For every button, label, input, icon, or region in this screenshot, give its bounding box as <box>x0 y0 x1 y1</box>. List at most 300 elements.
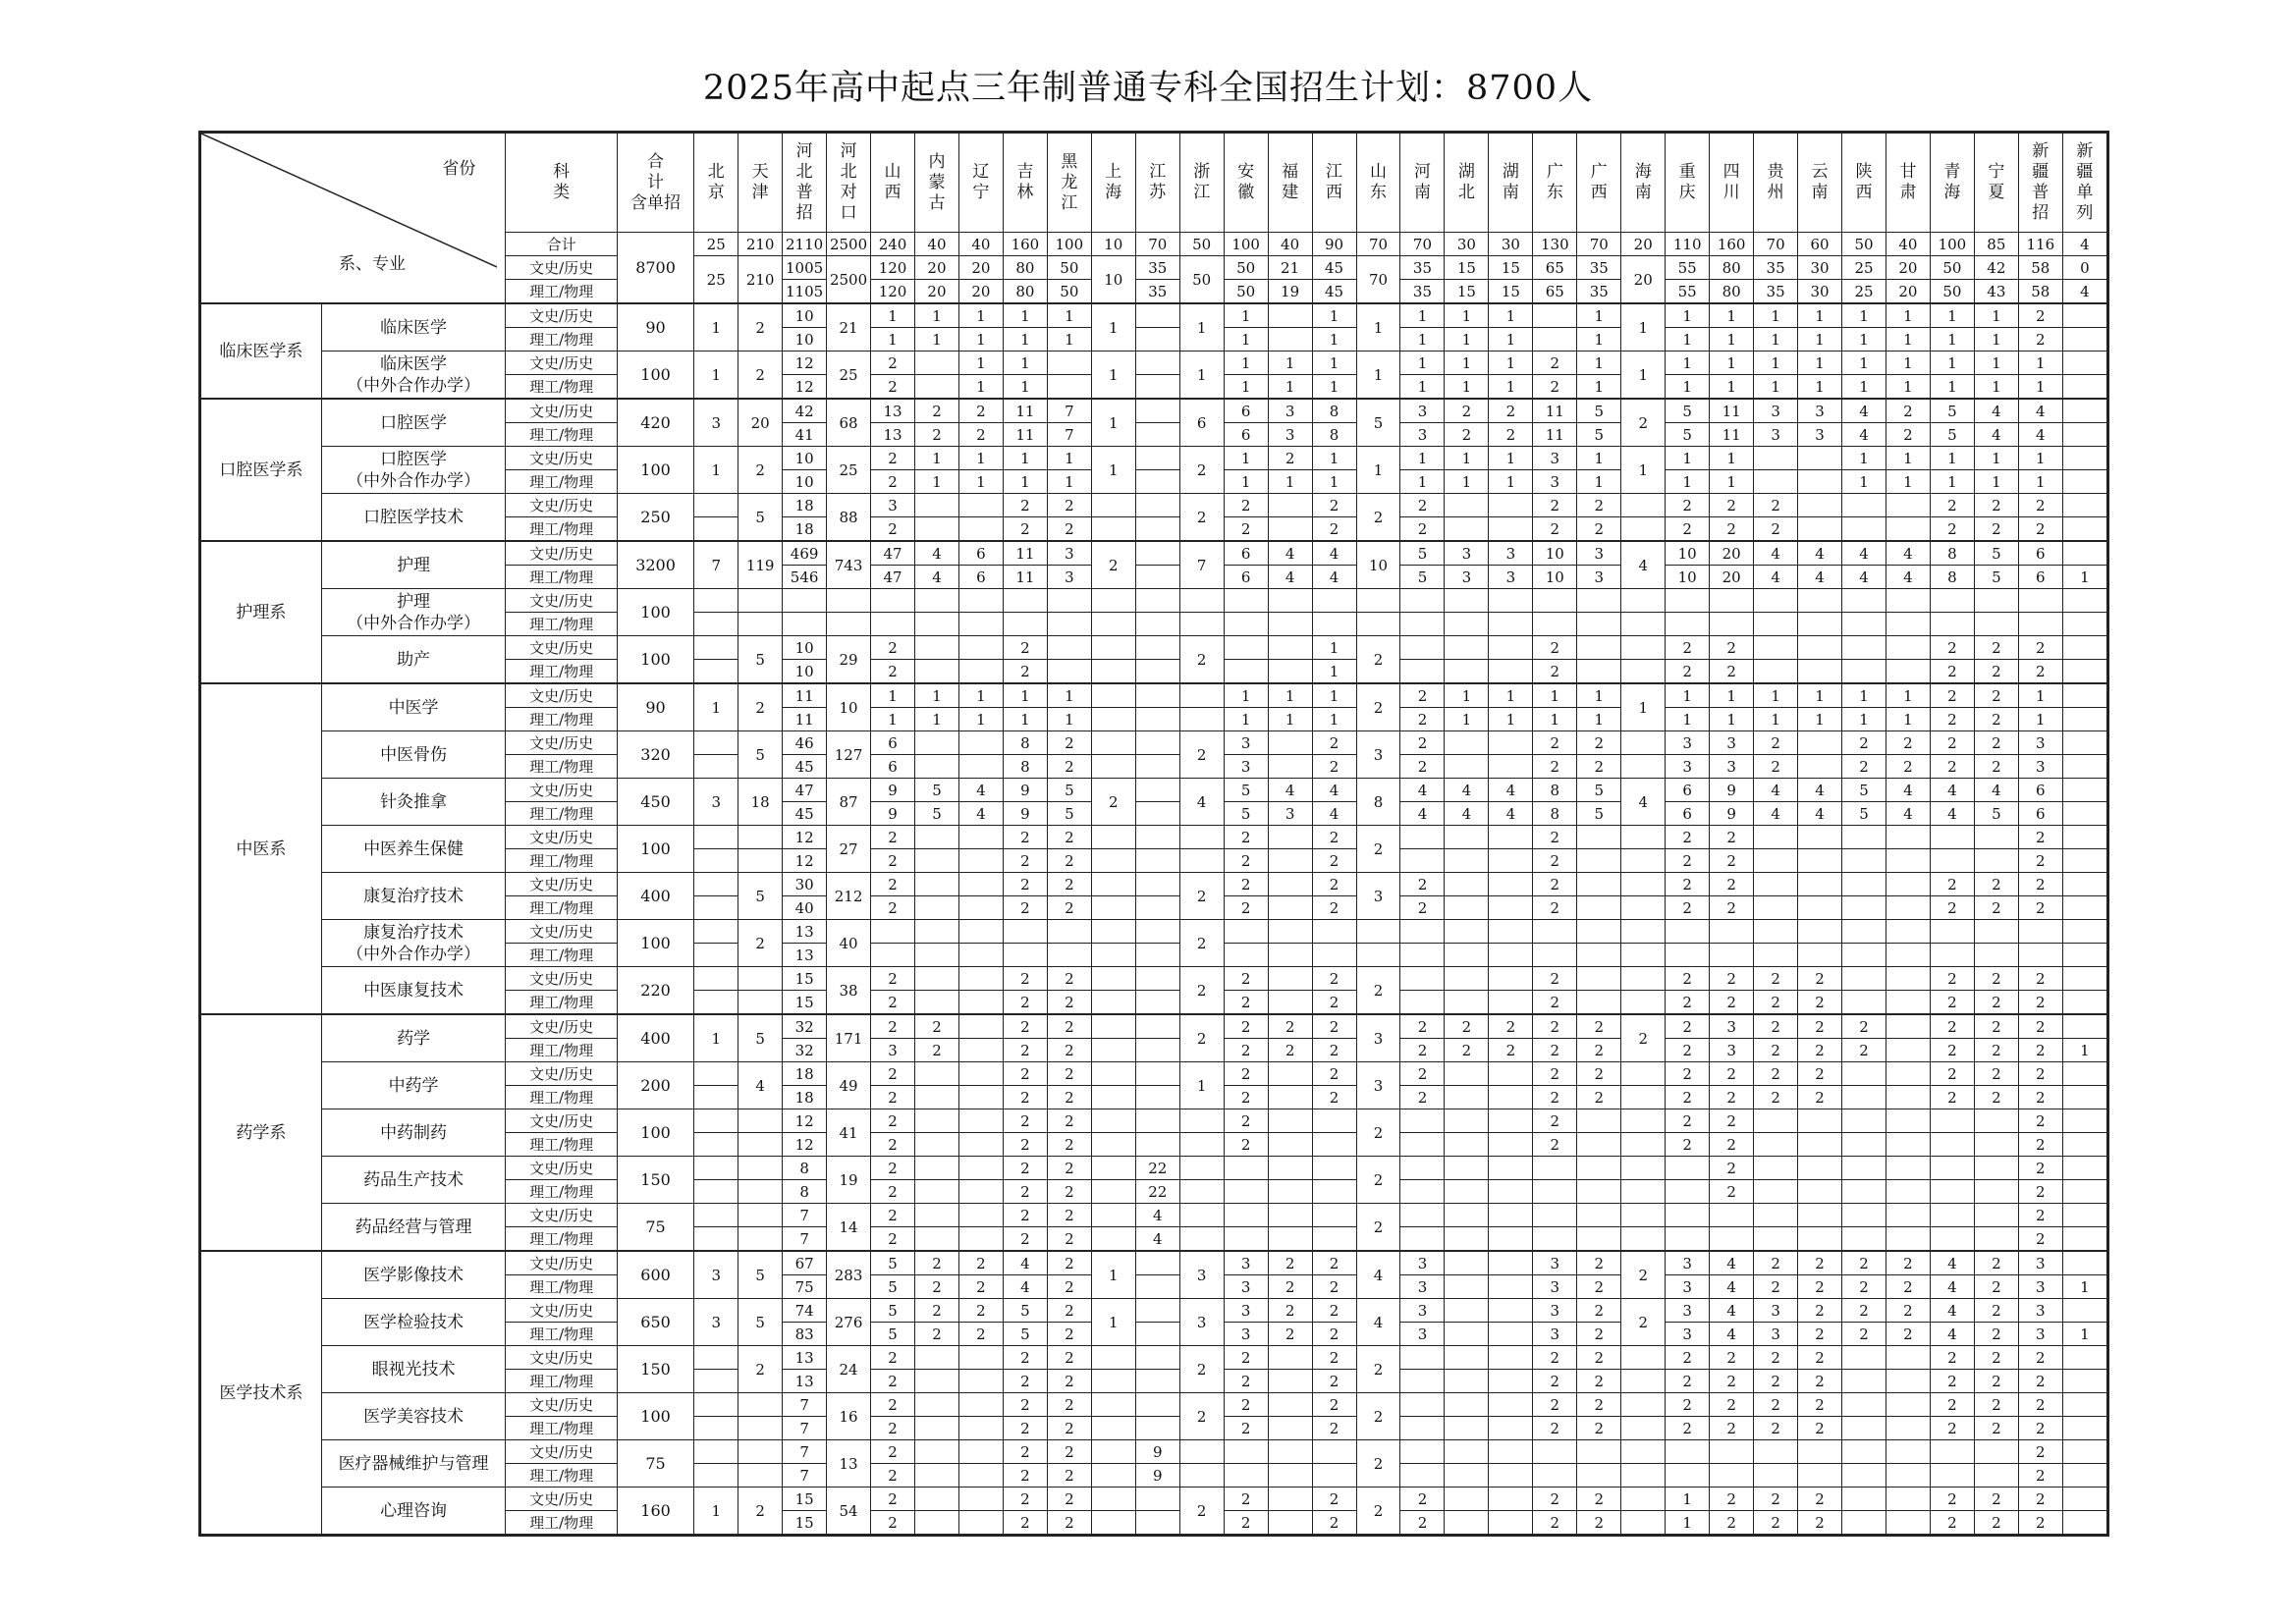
value-cell: 3 <box>1666 755 1710 779</box>
major-row <box>201 1488 2107 1511</box>
value-cell: 2 <box>1710 873 1754 896</box>
value-cell: 3 <box>1666 1299 1710 1323</box>
value-cell: 20 <box>915 256 959 280</box>
value-cell: 1 <box>2018 683 2062 708</box>
value-cell: 6 <box>1666 802 1710 826</box>
value-cell <box>1091 1417 1135 1440</box>
value-cell <box>738 991 783 1015</box>
value-cell: 2 <box>1047 1039 1091 1062</box>
department-cell: 中医系 <box>201 683 322 1014</box>
major-name: 口腔医学 <box>380 412 448 433</box>
value-cell: 120 <box>871 280 915 304</box>
value-cell: 2 <box>1047 755 1091 779</box>
value-cell: 1 <box>1489 447 1533 470</box>
major-row <box>201 731 2107 755</box>
value-cell <box>1312 613 1356 636</box>
value-cell <box>958 1464 1003 1488</box>
value-cell <box>1930 1204 1974 1227</box>
value-cell <box>1356 944 1400 967</box>
category-cell: 文史/历史 <box>506 1346 617 1370</box>
value-cell <box>1666 1464 1710 1488</box>
value-cell: 2 <box>1930 517 1974 542</box>
value-cell: 2 <box>1047 1488 1091 1511</box>
value-cell <box>1224 1440 1268 1464</box>
value-cell: 1 <box>1003 303 1047 328</box>
value-cell: 42 <box>783 399 827 423</box>
value-cell <box>1003 944 1047 967</box>
value-cell: 5 <box>915 779 959 802</box>
value-cell <box>1842 494 1886 517</box>
value-cell: 2 <box>1400 517 1445 542</box>
value-cell: 1 <box>1886 470 1930 494</box>
value-cell: 1 <box>871 328 915 352</box>
value-cell <box>1135 1275 1179 1299</box>
value-cell: 1 <box>1047 683 1091 708</box>
value-cell <box>1754 896 1798 920</box>
province-header: 云 南 <box>1798 134 1842 233</box>
value-cell: 1 <box>1842 352 1886 375</box>
value-cell <box>1710 1227 1754 1252</box>
value-cell: 11 <box>783 683 827 708</box>
value-cell <box>1179 1227 1224 1252</box>
value-cell <box>1135 1062 1179 1086</box>
value-cell: 11 <box>1533 423 1577 447</box>
major-name-cell <box>321 683 506 731</box>
major-row <box>201 683 2107 708</box>
value-cell: 1 <box>1224 303 1268 328</box>
value-cell: 1 <box>915 683 959 708</box>
value-cell <box>1135 826 1179 849</box>
value-cell <box>1135 636 1179 660</box>
value-cell: 18 <box>783 1062 827 1086</box>
value-cell <box>2062 1511 2106 1535</box>
value-cell: 10 <box>783 470 827 494</box>
value-cell: 2 <box>1930 1393 1974 1417</box>
value-cell: 3 <box>694 1299 738 1346</box>
value-cell: 1 <box>915 328 959 352</box>
value-cell: 2 <box>1003 1370 1047 1393</box>
value-cell: 2 <box>1666 1370 1710 1393</box>
value-cell <box>1842 1086 1886 1109</box>
value-cell <box>1621 1346 1666 1370</box>
value-cell: 3 <box>2018 1299 2062 1323</box>
value-cell: 1 <box>1710 683 1754 708</box>
value-cell <box>1489 1511 1533 1535</box>
value-cell: 68 <box>827 399 871 447</box>
value-cell: 2 <box>1179 920 1224 967</box>
value-cell: 32 <box>783 1014 827 1039</box>
value-cell <box>2062 896 2106 920</box>
value-cell: 1 <box>1666 375 1710 400</box>
value-cell <box>1754 1464 1798 1488</box>
value-cell: 2 <box>2018 1370 2062 1393</box>
value-cell <box>1666 1157 1710 1180</box>
value-cell <box>1621 1133 1666 1157</box>
value-cell: 1 <box>1400 447 1445 470</box>
major-name-cell <box>321 1393 506 1440</box>
value-cell: 2 <box>1400 1488 1445 1511</box>
value-cell <box>915 731 959 755</box>
value-cell: 5 <box>1400 566 1445 589</box>
major-name-cell <box>321 1251 506 1299</box>
value-cell <box>871 589 915 613</box>
value-cell: 3 <box>1224 1275 1268 1299</box>
value-cell: 4 <box>1312 541 1356 566</box>
province-header: 内 蒙 古 <box>915 134 959 233</box>
value-cell: 2 <box>1356 683 1400 731</box>
value-cell <box>1974 920 2018 944</box>
value-cell <box>1886 826 1930 849</box>
value-cell <box>1798 896 1842 920</box>
value-cell: 2 <box>2018 1180 2062 1204</box>
value-cell: 3 <box>1400 423 1445 447</box>
value-cell <box>1179 613 1224 636</box>
value-cell <box>1268 1488 1312 1511</box>
value-cell: 2 <box>1003 494 1047 517</box>
value-cell: 4 <box>1798 779 1842 802</box>
value-cell: 4 <box>1754 802 1798 826</box>
value-cell <box>1754 944 1798 967</box>
value-cell: 4 <box>1886 566 1930 589</box>
value-cell: 2 <box>1003 967 1047 991</box>
value-cell <box>1577 589 1621 613</box>
value-cell: 3 <box>1400 1251 1445 1275</box>
value-cell: 2 <box>1312 1393 1356 1417</box>
value-cell: 1 <box>1930 375 1974 400</box>
value-cell <box>1974 589 2018 613</box>
value-cell <box>1621 1204 1666 1227</box>
value-cell: 3 <box>1577 541 1621 566</box>
category-cell: 文史/历史 <box>506 1299 617 1323</box>
value-cell <box>1489 1440 1533 1464</box>
category-cell: 理工/物理 <box>506 755 617 779</box>
value-cell: 1 <box>1489 683 1533 708</box>
value-cell: 3 <box>694 399 738 447</box>
value-cell: 210 <box>738 256 783 304</box>
value-cell <box>2062 802 2106 826</box>
value-cell: 5 <box>1577 399 1621 423</box>
value-cell: 240 <box>871 233 915 256</box>
value-cell: 1 <box>1003 683 1047 708</box>
value-cell <box>1135 470 1179 494</box>
province-header: 福 建 <box>1268 134 1312 233</box>
value-cell <box>1091 1014 1135 1039</box>
value-cell: 2 <box>1179 1346 1224 1393</box>
major-total-cell: 100 <box>617 920 693 967</box>
value-cell: 40 <box>915 233 959 256</box>
value-cell: 1 <box>1842 447 1886 470</box>
value-cell: 15 <box>1445 256 1489 280</box>
value-cell <box>1886 1393 1930 1417</box>
value-cell <box>1179 1109 1224 1133</box>
value-cell: 1 <box>958 447 1003 470</box>
value-cell <box>1621 731 1666 755</box>
value-cell <box>2062 849 2106 873</box>
value-cell: 2 <box>1179 494 1224 542</box>
value-cell: 6 <box>2018 541 2062 566</box>
value-cell: 2 <box>2018 1086 2062 1109</box>
value-cell: 3 <box>1754 399 1798 423</box>
value-cell: 80 <box>1710 280 1754 304</box>
value-cell <box>1666 1440 1710 1464</box>
value-cell <box>1754 636 1798 660</box>
value-cell <box>1842 1488 1886 1511</box>
value-cell: 2 <box>2018 517 2062 542</box>
value-cell: 1 <box>1091 303 1135 352</box>
value-cell <box>694 1346 738 1370</box>
value-cell <box>1268 1227 1312 1252</box>
value-cell <box>2062 755 2106 779</box>
value-cell <box>1445 1299 1489 1323</box>
value-cell: 1 <box>2062 1039 2106 1062</box>
value-cell <box>1312 1464 1356 1488</box>
value-cell <box>1091 1370 1135 1393</box>
value-cell <box>2018 613 2062 636</box>
value-cell <box>1135 944 1179 967</box>
value-cell: 5 <box>1666 423 1710 447</box>
value-cell: 70 <box>1400 233 1445 256</box>
value-cell: 2 <box>1754 1251 1798 1275</box>
value-cell <box>1445 636 1489 660</box>
value-cell: 1 <box>2018 470 2062 494</box>
value-cell <box>1091 1039 1135 1062</box>
value-cell: 3 <box>1400 1275 1445 1299</box>
value-cell: 2 <box>1400 708 1445 731</box>
value-cell <box>1091 1180 1135 1204</box>
value-cell <box>1974 1227 2018 1252</box>
value-cell <box>1798 494 1842 517</box>
value-cell: 1 <box>1710 352 1754 375</box>
value-cell: 1 <box>1268 375 1312 400</box>
value-cell: 50 <box>1930 280 1974 304</box>
value-cell: 11 <box>1003 541 1047 566</box>
value-cell <box>1268 328 1312 352</box>
value-cell <box>958 755 1003 779</box>
value-cell: 12 <box>783 1133 827 1157</box>
major-name: 康复治疗技术 <box>363 922 465 943</box>
value-cell <box>1930 1157 1974 1180</box>
value-cell <box>1268 1464 1312 1488</box>
value-cell <box>1400 849 1445 873</box>
category-cell: 理工/物理 <box>506 1086 617 1109</box>
value-cell <box>1798 849 1842 873</box>
value-cell <box>1798 920 1842 944</box>
value-cell: 2 <box>1710 849 1754 873</box>
value-cell: 2 <box>1710 1180 1754 1204</box>
value-cell <box>2062 1370 2106 1393</box>
value-cell <box>1400 826 1445 849</box>
value-cell <box>915 636 959 660</box>
value-cell: 2 <box>871 1417 915 1440</box>
value-cell <box>1842 1464 1886 1488</box>
major-name: 护理 <box>397 555 431 575</box>
value-cell: 2 <box>1268 447 1312 470</box>
value-cell <box>2062 1440 2106 1464</box>
value-cell: 2 <box>871 352 915 375</box>
value-cell: 30 <box>783 873 827 896</box>
value-cell <box>1621 920 1666 944</box>
major-row <box>201 873 2107 896</box>
value-cell <box>1886 1511 1930 1535</box>
major-total-cell: 400 <box>617 873 693 920</box>
value-cell: 2 <box>1003 517 1047 542</box>
value-cell: 4 <box>1003 1275 1047 1299</box>
value-cell: 2 <box>1047 1133 1091 1157</box>
value-cell: 2 <box>1621 1251 1666 1299</box>
value-cell: 1 <box>1930 303 1974 328</box>
value-cell <box>2062 375 2106 400</box>
value-cell: 1 <box>694 1014 738 1062</box>
value-cell: 4 <box>2062 280 2106 304</box>
value-cell: 4 <box>1268 566 1312 589</box>
value-cell: 2 <box>2018 660 2062 684</box>
value-cell: 2 <box>1179 636 1224 684</box>
value-cell <box>958 920 1003 944</box>
value-cell <box>2062 352 2106 375</box>
value-cell <box>1930 1440 1974 1464</box>
value-cell <box>915 755 959 779</box>
value-cell: 2 <box>1003 849 1047 873</box>
value-cell: 45 <box>1312 256 1356 280</box>
value-cell: 5 <box>1577 779 1621 802</box>
value-cell <box>694 494 738 517</box>
value-cell <box>958 1227 1003 1252</box>
value-cell: 2 <box>1003 1488 1047 1511</box>
major-row <box>201 447 2107 470</box>
value-cell: 2 <box>1577 1511 1621 1535</box>
value-cell: 2 <box>871 1086 915 1109</box>
value-cell <box>694 849 738 873</box>
value-cell: 3 <box>1179 1251 1224 1299</box>
value-cell: 1 <box>1621 683 1666 731</box>
value-cell: 3 <box>1710 731 1754 755</box>
value-cell <box>1400 1440 1445 1464</box>
value-cell: 2 <box>915 1014 959 1039</box>
value-cell <box>1930 944 1974 967</box>
value-cell: 2 <box>1577 1393 1621 1417</box>
value-cell: 3 <box>1489 566 1533 589</box>
value-cell: 5 <box>1974 802 2018 826</box>
value-cell: 2 <box>1179 447 1224 494</box>
value-cell: 2 <box>1886 1299 1930 1323</box>
value-cell <box>1886 944 1930 967</box>
value-cell <box>1621 991 1666 1015</box>
value-cell: 9 <box>871 779 915 802</box>
value-cell <box>1710 1204 1754 1227</box>
value-cell: 1 <box>1577 375 1621 400</box>
value-cell <box>1356 613 1400 636</box>
value-cell <box>1445 1417 1489 1440</box>
value-cell: 2 <box>1179 1014 1224 1062</box>
value-cell <box>694 991 738 1015</box>
value-cell <box>1135 896 1179 920</box>
value-cell: 2 <box>1224 1488 1268 1511</box>
value-cell: 45 <box>783 802 827 826</box>
value-cell: 2 <box>2018 1393 2062 1417</box>
value-cell: 3 <box>1533 1251 1577 1275</box>
value-cell <box>1930 1227 1974 1252</box>
value-cell <box>1798 1157 1842 1180</box>
value-cell: 2 <box>1666 1086 1710 1109</box>
value-cell: 1 <box>1798 683 1842 708</box>
value-cell <box>1754 849 1798 873</box>
value-cell: 2 <box>871 375 915 400</box>
value-cell: 1 <box>1003 375 1047 400</box>
value-cell <box>1798 755 1842 779</box>
category-cell: 文史/历史 <box>506 399 617 423</box>
value-cell: 1 <box>1224 447 1268 470</box>
value-cell <box>2062 944 2106 967</box>
value-cell: 1 <box>1312 660 1356 684</box>
value-cell: 1005 <box>783 256 827 280</box>
value-cell: 2 <box>1974 1323 2018 1346</box>
value-cell: 9 <box>1003 779 1047 802</box>
value-cell: 2 <box>1754 1511 1798 1535</box>
value-cell <box>915 1204 959 1227</box>
value-cell <box>1091 991 1135 1015</box>
value-cell <box>1489 1062 1533 1086</box>
major-name-cell <box>321 1109 506 1157</box>
value-cell: 35 <box>1754 256 1798 280</box>
value-cell <box>1533 589 1577 613</box>
value-cell <box>1445 1133 1489 1157</box>
value-cell: 1 <box>1666 470 1710 494</box>
value-cell: 87 <box>827 779 871 826</box>
value-cell: 35 <box>1754 280 1798 304</box>
value-cell: 1 <box>1047 470 1091 494</box>
major-name-cell <box>321 399 506 447</box>
value-cell: 2 <box>871 991 915 1015</box>
value-cell <box>1489 1086 1533 1109</box>
value-cell <box>1533 303 1577 328</box>
value-cell <box>1445 1440 1489 1464</box>
value-cell <box>694 589 738 613</box>
value-cell: 13 <box>783 920 827 944</box>
value-cell <box>1445 1086 1489 1109</box>
value-cell: 3 <box>1489 541 1533 566</box>
value-cell: 2 <box>1047 1062 1091 1086</box>
value-cell: 2 <box>1842 1251 1886 1275</box>
major-total-cell: 75 <box>617 1440 693 1488</box>
major-row <box>201 399 2107 423</box>
value-cell <box>1179 1133 1224 1157</box>
major-name: 眼视光技术 <box>371 1359 456 1380</box>
value-cell <box>1445 1180 1489 1204</box>
value-cell: 2 <box>871 1346 915 1370</box>
value-cell: 1 <box>1930 470 1974 494</box>
value-cell <box>958 1346 1003 1370</box>
value-cell: 2 <box>1047 1440 1091 1464</box>
value-cell <box>1621 1157 1666 1180</box>
value-cell: 2 <box>1754 1488 1798 1511</box>
value-cell <box>1798 1133 1842 1157</box>
value-cell <box>1047 944 1091 967</box>
value-cell: 4 <box>1930 1323 1974 1346</box>
major-note: （中外合作办学） <box>347 613 481 633</box>
value-cell: 15 <box>1489 280 1533 304</box>
value-cell <box>694 920 738 944</box>
value-cell: 8 <box>783 1180 827 1204</box>
value-cell <box>1312 1157 1356 1180</box>
value-cell <box>827 613 871 636</box>
major-total-cell: 100 <box>617 352 693 400</box>
value-cell: 1 <box>1974 328 2018 352</box>
value-cell <box>1754 873 1798 896</box>
value-cell: 5 <box>1356 399 1400 447</box>
value-cell <box>1666 1204 1710 1227</box>
value-cell <box>1268 1417 1312 1440</box>
value-cell: 1 <box>1974 303 2018 328</box>
